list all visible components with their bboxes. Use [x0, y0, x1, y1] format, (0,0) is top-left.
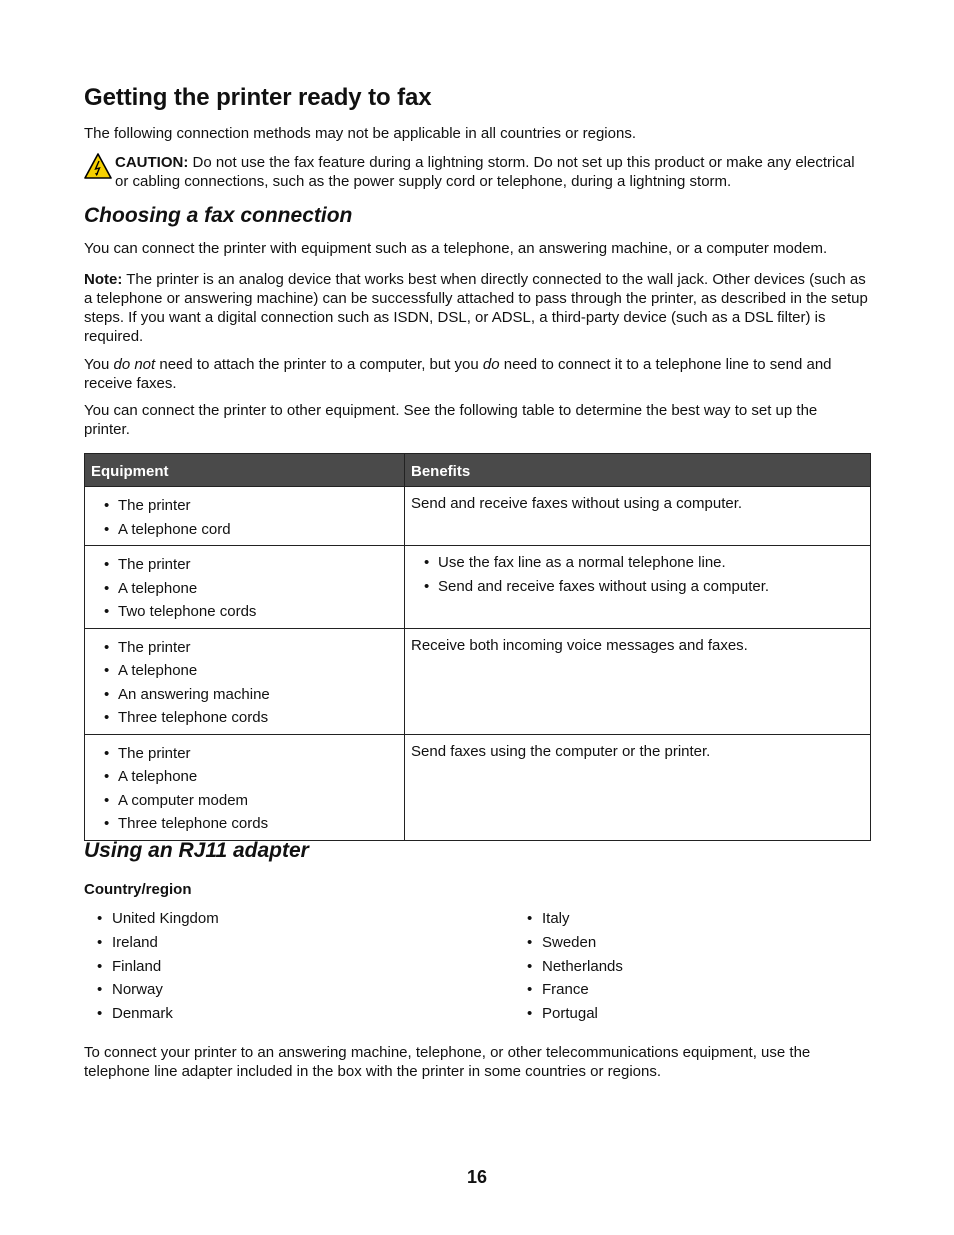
list-item: • Sweden: [514, 931, 623, 955]
list-item: • A telephone: [91, 659, 398, 683]
list-item: • Two telephone cords: [91, 600, 398, 624]
list-item: • Three telephone cords: [91, 706, 398, 730]
paragraph: You can connect the printer to other equipment. See the following table to determine the best way to set up the printer.: [84, 402, 818, 438]
benefits-cell: Send and receive faxes without using a computer.: [405, 487, 871, 546]
list-item: • Ireland: [84, 931, 219, 955]
list-item: • A telephone: [91, 577, 398, 601]
paragraph: You do not need to attach the printer to a computer, but you do need to connect it to a telephone line to send and receive faxes.: [84, 356, 832, 392]
table-row: [85, 734, 871, 840]
benefits-cell: Receive both incoming voice messages and faxes.: [405, 628, 871, 734]
list-item: • The printer: [91, 636, 398, 660]
equipment-cell: [85, 734, 405, 840]
list-item: • Italy: [514, 907, 623, 931]
closing-paragraph: To connect your printer to an answering machine, telephone, or other telecommunications equipment, use the telephone line adapter included in the box with the printer in some countries or regions.: [84, 1044, 811, 1080]
list-item: • France: [514, 978, 623, 1002]
caution-label: CAUTION:: [115, 154, 189, 171]
list-item: • The printer: [91, 553, 398, 577]
list-item: • Denmark: [84, 1002, 219, 1026]
section-heading-rj11-adapter: Using an RJ11 adapter: [84, 839, 309, 862]
table-row: [85, 487, 871, 546]
list-item: • An answering machine: [91, 683, 398, 707]
benefits-cell: Send faxes using the computer or the printer.: [405, 734, 871, 840]
intro-text: The following connection methods may not be applicable in all countries or regions.: [84, 125, 636, 142]
country-list-left: [84, 907, 219, 1026]
list-item: • Finland: [84, 955, 219, 979]
list-item: • United Kingdom: [84, 907, 219, 931]
equipment-cell: [85, 487, 405, 546]
benefits-cell: [405, 546, 871, 629]
list-item: • Send and receive faxes without using a computer.: [411, 575, 864, 599]
equipment-cell: [85, 628, 405, 734]
caution-text: CAUTION: Do not use the fax feature during a lightning storm. Do not set up this product or make any electrical or cabling connections, such as the power supply cord or telephone, during a lightning storm.: [115, 154, 855, 190]
list-item: • The printer: [91, 742, 398, 766]
list-item: • A telephone cord: [91, 518, 398, 542]
page-title: Getting the printer ready to fax: [84, 84, 432, 111]
country-region-label: Country/region: [84, 881, 192, 898]
page-number: 16: [466, 1167, 488, 1187]
paragraph: You can connect the printer with equipment such as a telephone, an answering machine, or a computer modem.: [84, 240, 828, 257]
equipment-cell: [85, 546, 405, 629]
list-item: • Netherlands: [514, 955, 623, 979]
list-item: • Norway: [84, 978, 219, 1002]
list-item: • Portugal: [514, 1002, 623, 1026]
note-paragraph: Note: The printer is an analog device that works best when directly connected to the wall jack. Other devices (such as a telephone or answering machine) can be successfully attached to pass through the printer, as described in the setup steps. If you want a digital connection such as ISDN, DSL, or ADSL, a third-party device (such as a DSL filter) is required.: [84, 271, 868, 345]
table-header-row: [85, 454, 871, 487]
table-row: [85, 546, 871, 629]
note-label: Note:: [84, 271, 123, 288]
list-item: • Use the fax line as a normal telephone line.: [411, 551, 864, 575]
equipment-table: [84, 453, 871, 841]
table-row: [85, 628, 871, 734]
list-item: • A computer modem: [91, 789, 398, 813]
country-list-right: [514, 907, 623, 1026]
list-item: • Three telephone cords: [91, 812, 398, 836]
table-header-benefits: Benefits: [405, 454, 871, 487]
list-item: • A telephone: [91, 765, 398, 789]
table-header-equipment: Equipment: [85, 454, 405, 487]
list-item: • The printer: [91, 494, 398, 518]
warning-lightning-icon: [84, 153, 112, 179]
section-heading-fax-connection: Choosing a fax connection: [84, 204, 353, 227]
